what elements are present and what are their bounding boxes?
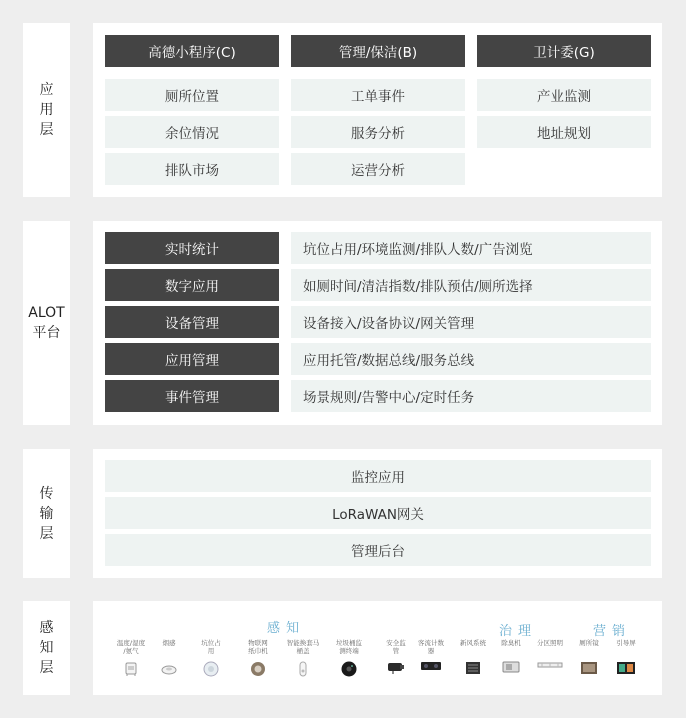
app-cell-operation-analysis: 运营分析: [291, 153, 465, 185]
device-label: 物联网 纸巾机: [248, 639, 268, 655]
device-smoke-detector: [149, 639, 189, 677]
section-title-market: 营销: [593, 624, 632, 639]
device-smart-toilet-seat: [283, 639, 323, 677]
platform-row-desc: 如厕时间/清洁指数/排队预估/厕所选择: [291, 269, 651, 301]
device-security-monitor: [376, 639, 416, 675]
device-smart-mirror: [569, 639, 609, 675]
device-trash-monitor: [329, 639, 369, 677]
device-tissue-dispenser: [238, 639, 278, 677]
device-label: 厕所镜: [579, 639, 599, 647]
device-label: 除臭机: [501, 639, 521, 647]
header-health-commission: 卫计委(G): [477, 35, 651, 67]
transport-layer-panel: [93, 449, 662, 578]
device-label: 客流计数 器: [418, 639, 444, 655]
app-cell-industry-monitoring: 产业监测: [477, 79, 651, 111]
tissue-dispenser-icon: [250, 661, 266, 677]
platform-row-desc: 场景规则/告警中心/定时任务: [291, 380, 651, 412]
device-label: 垃圾桶监 测终端: [336, 639, 362, 655]
app-cell-service-analysis: 服务分析: [291, 116, 465, 148]
platform-layer-panel: [93, 221, 662, 425]
platform-row-name: 设备管理: [105, 306, 279, 338]
toilet-seat-icon: [295, 661, 311, 677]
guide-screen-icon: [616, 661, 636, 675]
platform-row-desc: 设备接入/设备协议/网关管理: [291, 306, 651, 338]
device-zone-lighting: [530, 639, 570, 669]
people-counter-icon: [420, 661, 442, 671]
device-label: 新风系统: [460, 639, 486, 647]
application-layer-panel: [93, 23, 662, 197]
security-camera-icon: [387, 661, 405, 675]
platform-row-name: 事件管理: [105, 380, 279, 412]
header-amap-miniprogram: 高德小程序(C): [105, 35, 279, 67]
device-label: 坑位占 用: [201, 639, 221, 655]
platform-row-name: 应用管理: [105, 343, 279, 375]
occupancy-sensor-icon: [203, 661, 219, 677]
transport-layer-label: 传 输 层: [23, 449, 70, 578]
device-fresh-air-system: [453, 639, 493, 675]
trash-monitor-icon: [341, 661, 357, 677]
app-cell-toilet-location: 厕所位置: [105, 79, 279, 111]
platform-row-name: 实时统计: [105, 232, 279, 264]
device-label: 烟感: [162, 639, 176, 647]
device-deodorizer: [491, 639, 531, 673]
platform-row-name: 数字应用: [105, 269, 279, 301]
deodorizer-icon: [502, 661, 520, 673]
device-label: 智能換套马 桶盖: [286, 639, 320, 655]
header-management-cleaning: 管理/保洁(B): [291, 35, 465, 67]
device-occupancy: [191, 639, 231, 677]
smart-mirror-icon: [580, 661, 598, 675]
transport-row-monitoring: 监控应用: [105, 460, 651, 492]
device-guide-screen: [606, 639, 646, 675]
device-temp-humidity-ammonia: [111, 639, 151, 677]
platform-layer-label: ALOT 平台: [23, 221, 70, 425]
platform-row-desc: 应用托管/数据总线/服务总线: [291, 343, 651, 375]
transport-row-lorawan-gateway: LoRaWAN网关: [105, 497, 651, 529]
device-label: 温度/湿度 /氨气: [116, 639, 146, 655]
perception-layer-label: 感 知 层: [23, 601, 70, 695]
lighting-icon: [537, 661, 563, 669]
device-label: 分区照明: [537, 639, 563, 647]
device-label: 安全监 管: [386, 639, 406, 655]
app-cell-site-planning: 地址规划: [477, 116, 651, 148]
app-cell-work-orders: 工单事件: [291, 79, 465, 111]
app-cell-vacancy: 余位情况: [105, 116, 279, 148]
transport-row-admin-backend: 管理后台: [105, 534, 651, 566]
platform-row-desc: 坑位占用/环境监测/排队人数/广告浏览: [291, 232, 651, 264]
smoke-detector-icon: [161, 661, 177, 677]
section-title-sense: 感知: [267, 621, 306, 636]
sensor-box-icon: [123, 661, 139, 677]
device-people-counter: [411, 639, 451, 671]
app-cell-queue: 排队市场: [105, 153, 279, 185]
section-title-govern: 治理: [499, 624, 538, 639]
device-label: 引导屏: [616, 639, 636, 647]
perception-layer-panel: [93, 601, 662, 695]
ventilation-icon: [465, 661, 481, 675]
application-layer-label: 应 用 层: [23, 23, 70, 197]
